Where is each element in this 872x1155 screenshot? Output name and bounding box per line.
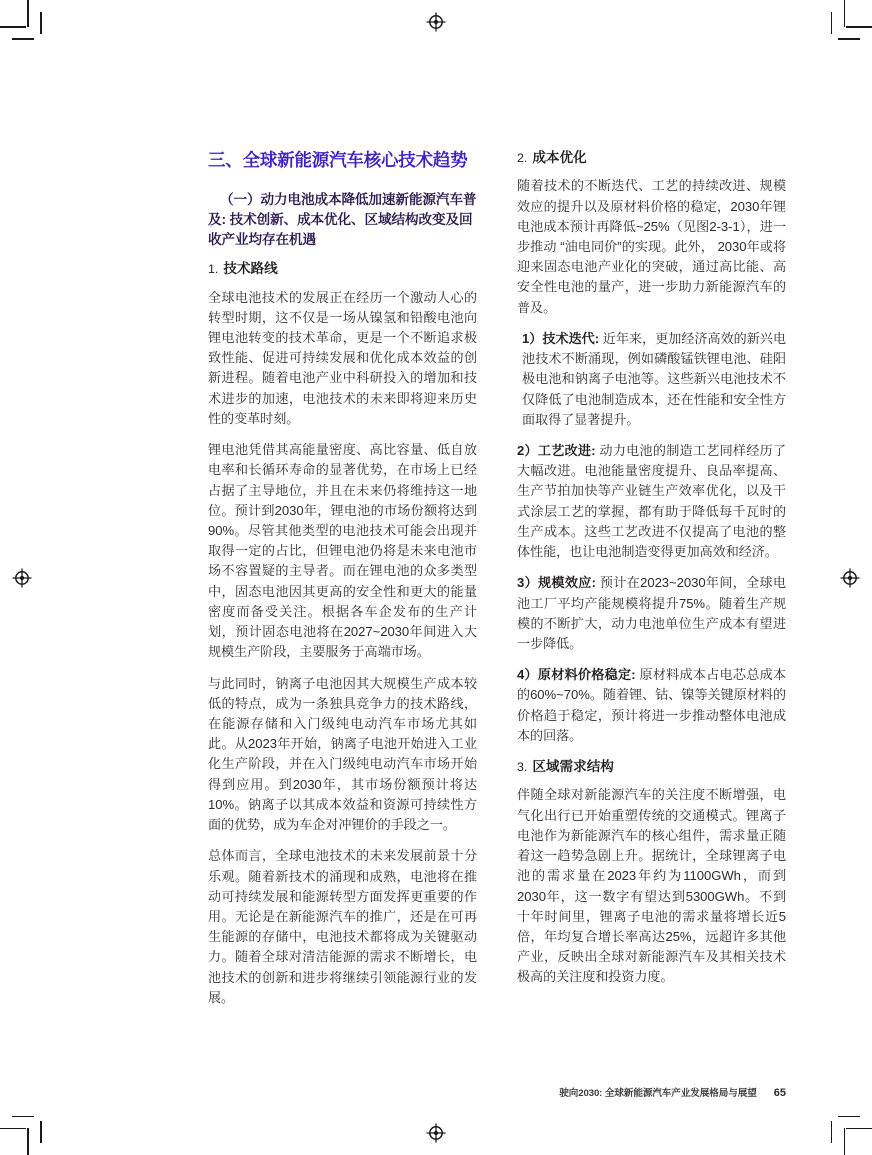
registration-mark-left-icon [12,568,32,588]
page-content [208,148,786,1018]
list-item-lead: 2）工艺改进: [517,442,596,458]
heading-number: 3. [517,760,528,775]
page-number: 65 [773,1087,786,1099]
heading-label: 技术路线 [223,261,278,277]
list-item-text: 近年来，更加经济高效的新兴电池技术不断涌现，例如磷酸锰铁锂电池、硅阳极电池和钠离子电池等。这些新兴电池技术不仅降低了电池制造成本，还在性能和安全性方面取得了显著提升。 [522,330,786,427]
paragraph: 随着技术的不断迭代、工艺的持续改进、规模效应的提升以及原材料价格的稳定，2030年锂电池成本预计再降低~25%（见图2-3-1），进一步推动 “油电同价”的实现。此外， 2030年或将迎来固态电池产业化的突破，通过高比能、高安全性电池的量产，进一步助力新能源汽车的普及。 [517,178,786,315]
list-item [517,573,786,654]
list-item-lead: 3）规模效应: [517,575,596,591]
list-item [517,665,786,746]
left-column [208,148,477,1018]
footer-title: 驶向2030: 全球新能源汽车产业发展格局与展望 [559,1088,757,1099]
list-item [517,441,786,562]
heading-number: 1. [208,262,219,277]
list-item-text: 原材料成本占电芯总成本的60%~70%。随着锂、钴、镍等关键原材料的价格趋于稳定，预计将进一步推动整体电池成本的回落。 [517,667,786,743]
list-item-lead: 4）原材料价格稳定: [517,667,636,683]
page-title: 三、全球新能源汽车核心技术趋势 [208,150,468,170]
paragraph: 全球电池技术的发展正在经历一个激动人心的转型时期，这不仅是一场从镍氢和铅酸电池向锂电池转变的技术革命，更是一个不断追求极致性能、促进可持续发展和优化成本效益的创新进程。随着电池产业中科研投入的增加和技术进步的加速，电池技术的未来即将迎来历史性的变革时刻。 [208,289,477,426]
list-item-text: 动力电池的制造工艺同样经历了大幅改进。电池能量密度提升、良品率提高、生产节拍加快等产业链生产效率优化，以及干式涂层工艺的掌握，都有助于降低每千瓦时的生产成本。这些工艺改进不仅提高了电池的整体性能，也让电池制造变得更加高效和经济。 [517,442,786,560]
heading-label: 区域需求结构 [532,759,614,775]
right-column [517,148,786,1018]
heading-technology-route [208,259,477,278]
section-subtitle: （一）动力电池成本降低加速新能源汽车普及: 技术创新、成本优化、区域结构改变及回收产业均存在机遇 [208,192,477,247]
page-footer [559,1085,786,1099]
paragraph: 总体而言，全球电池技术的未来发展前景十分乐观。随着新技术的涌现和成熟，电池将在推动可持续发展和能源转型方面发挥更重要的作用。无论是在新能源汽车的推广，还是在可再生能源的存储中，电池技术都将成为关键驱动力。随着全球对清洁能源的需求不断增长，电池技术的创新和进步将继续引领能源行业的发展。 [208,848,477,1005]
heading-cost-optimization [517,148,786,167]
heading-regional-demand [517,757,786,776]
paragraph: 伴随全球对新能源汽车的关注度不断增强，电气化出行已开始重塑传统的交通模式。锂离子电池作为新能源汽车的核心组件，需求量正随着这一趋势急剧上升。据统计，全球锂离子电池的需求量在2023年约为1100GWh，而到2030年，这一数字有望达到5300GWh。不到十年时间里，锂离子电池的需求量将增长近5倍，年均复合增长率高达25%，远超许多其他产业，反映出全球对新能源汽车及其相关技术极高的关注度和投资力度。 [517,787,786,985]
paragraph: 与此同时，钠离子电池因其大规模生产成本较低的特点，成为一条独具竞争力的技术路线，在能源存储和入门级纯电动汽车市场尤其如此。从2023年开始，钠离子电池开始进入工业化生产阶段，并在入门级纯电动汽车市场开始得到应用。到2030年，其市场份额预计将达10%。钠离子以其成本效益和资源可持续性方面的优势，成为车企对冲锂价的手段之一。 [208,675,477,833]
registration-mark-right-icon [840,568,860,588]
heading-label: 成本优化 [532,150,587,165]
heading-number: 2. [517,151,528,165]
list-item [517,329,786,430]
paragraph: 锂电池凭借其高能量密度、高比容量、低自放电率和长循环寿命的显著优势，在市场上已经占据了主导地位，并且在未来仍将维持这一地位。预计到2030年，锂电池的市场份额将达到90%。尽管其他类型的电池技术可能会出现并取得一定的占比，但锂电池仍将是未来电池市场不容置疑的主导者。而在锂电池的众多类型中，固态电池因其更高的安全性和更大的能量密度而备受关注。根据各车企发布的生产计划，预计固态电池将在2027~2030年间进入大规模生产阶段，主要服务于高端市场。 [208,442,477,660]
list-item-text: 预计在2023~2030年间，全球电池工厂平均产能规模将提升75%。随着生产规模的不断扩大，动力电池单位生产成本有望进一步降低。 [517,575,786,651]
registration-mark-bottom-icon [426,1123,446,1143]
registration-mark-top-icon [426,12,446,32]
list-item-lead: 1）技术迭代: [522,330,600,346]
